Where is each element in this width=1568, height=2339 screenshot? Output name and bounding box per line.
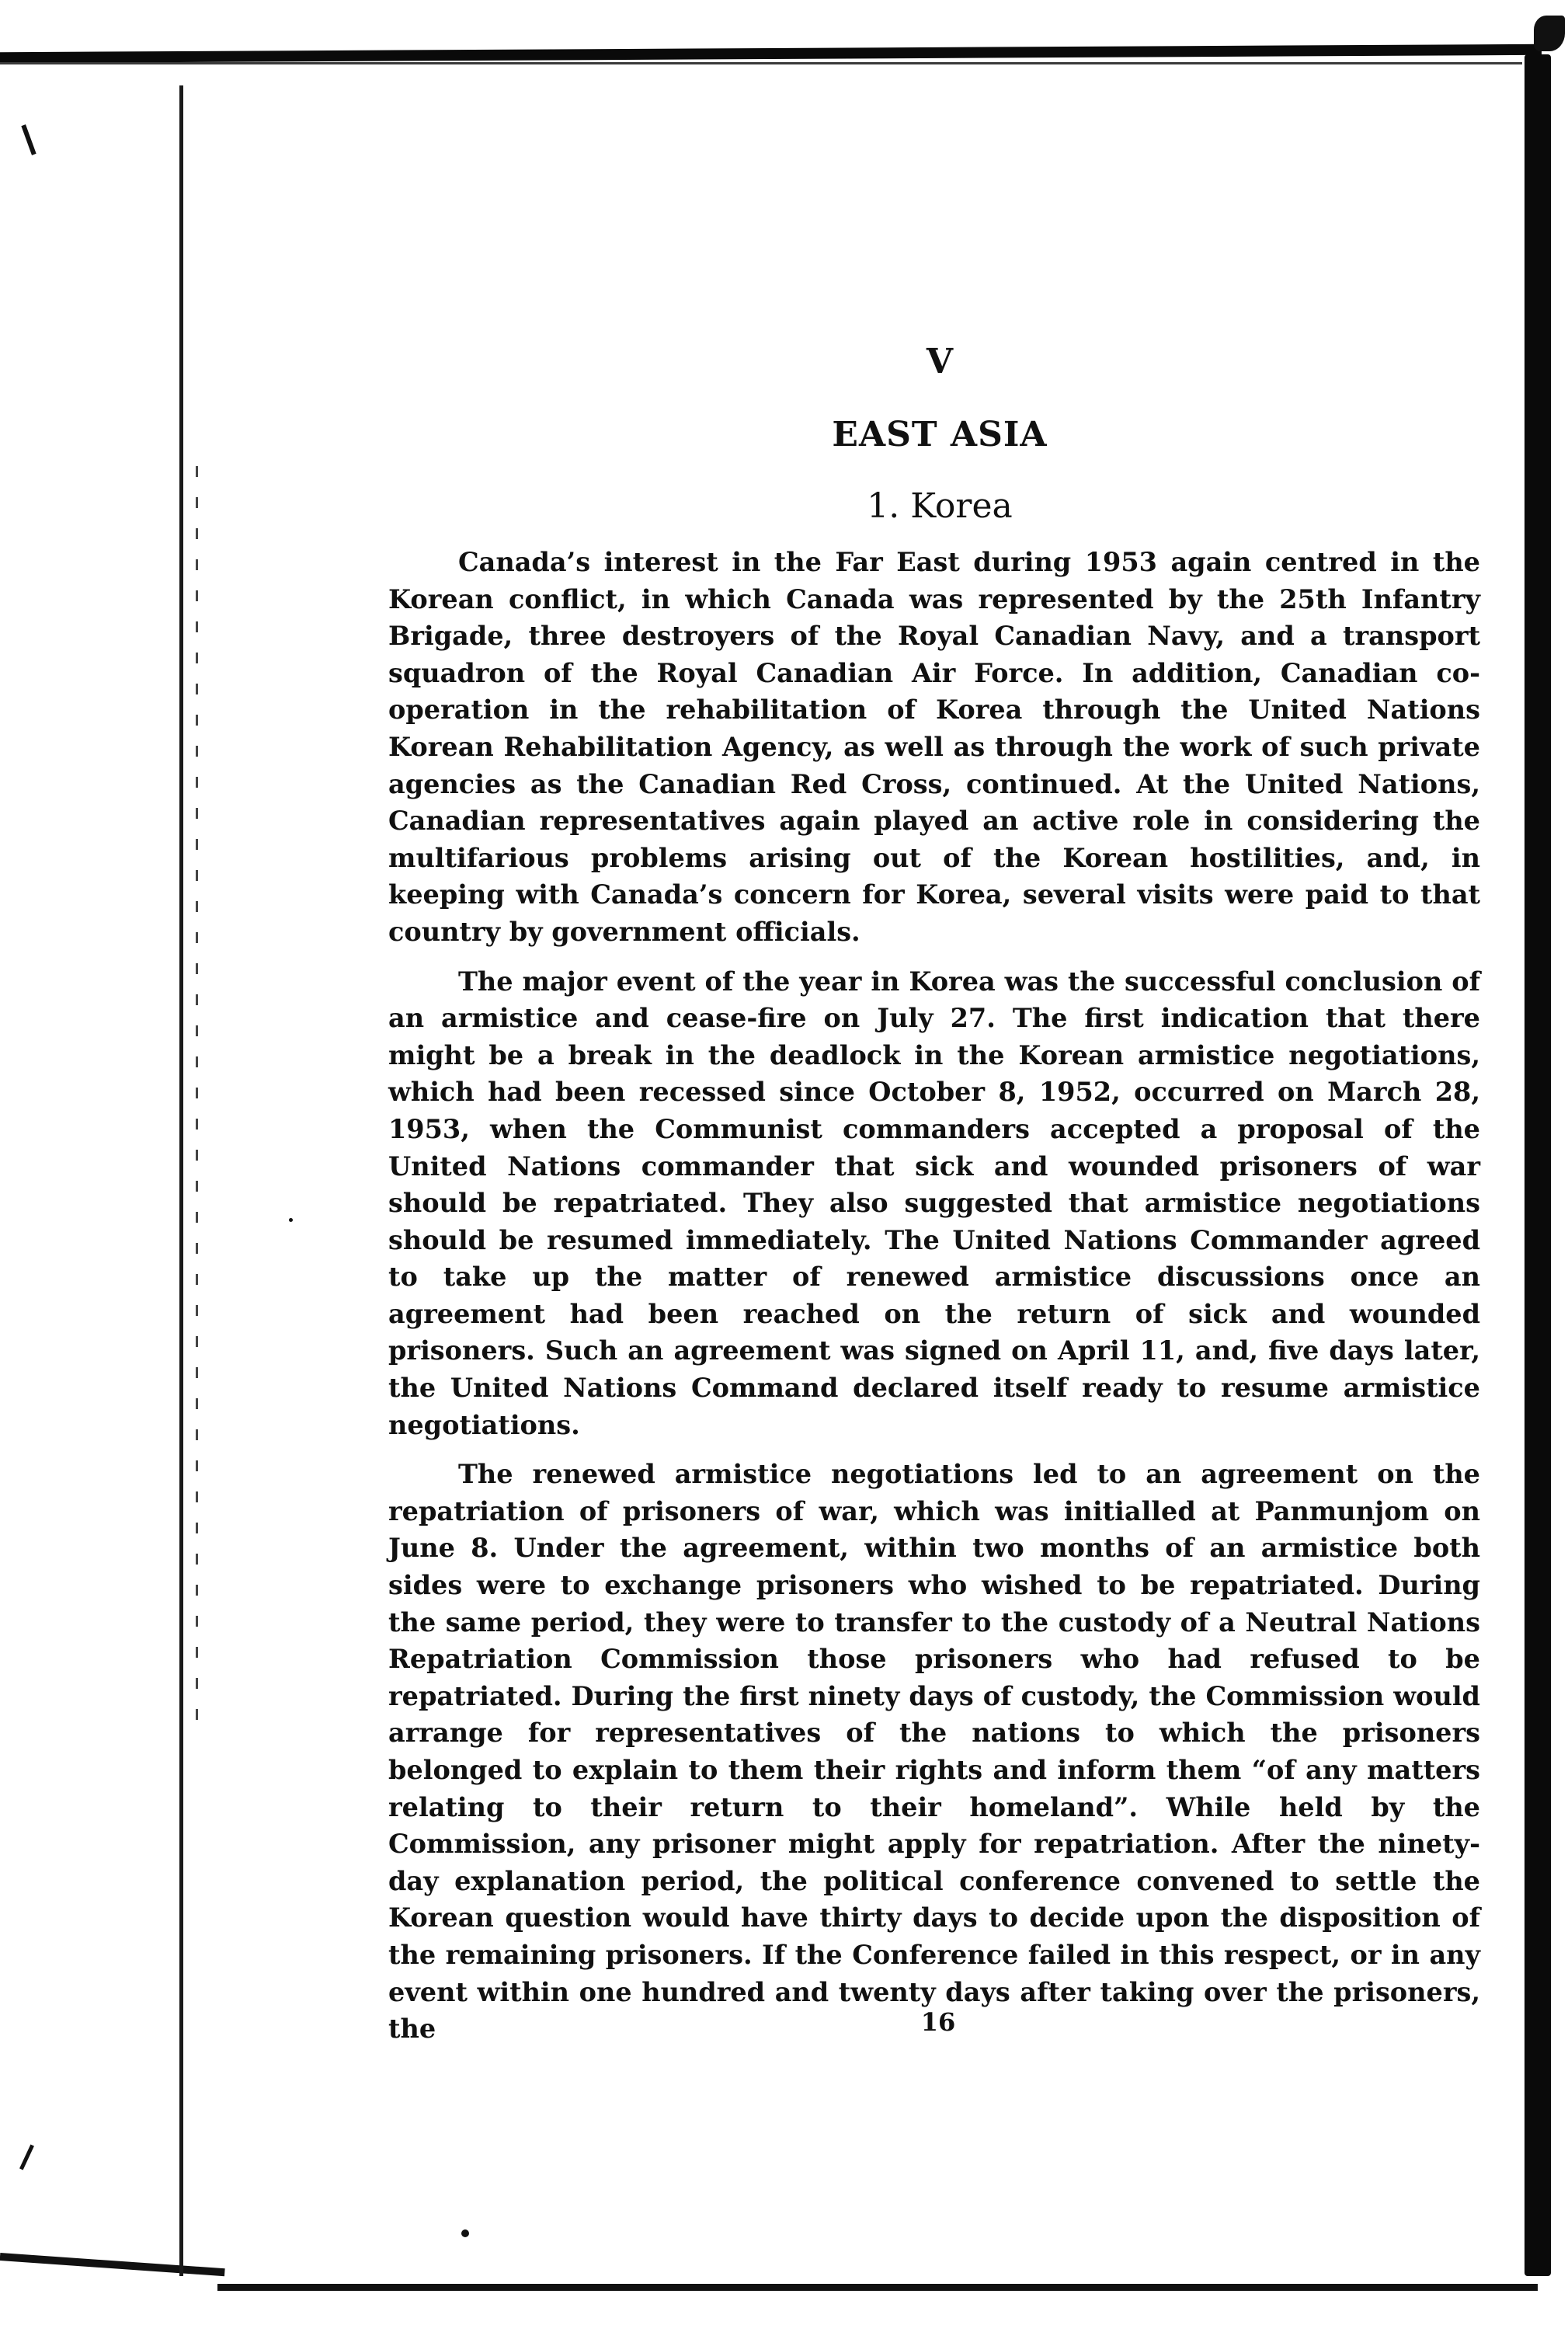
- scan-speck: [461, 2229, 469, 2237]
- scan-speck: [1534, 16, 1565, 51]
- scan-speck: [19, 2145, 34, 2170]
- scan-binding-dashes: [196, 466, 198, 1725]
- scan-border-bottom-left: [0, 2253, 225, 2276]
- scan-speck: [21, 124, 36, 155]
- chapter-number: V: [926, 342, 954, 381]
- paragraph: Canada’s interest in the Far East during 1953 again centred in the Korean conflict, in which Canada was represented by the 25th Infantry Brigade, three destroyers of the Royal Canadian Navy, and a transport squadron of the Royal Canadian Air Force. In addition, Canadian co-operation in the rehabilitation of Korea through the United Nations Korean Rehabilitation Agency, as well as through the work of such private agencies as the Canadian Red Cross, continued. At the United Nations, Canadian representatives again played an active role in considering the multifarious problems arising out of the Korean hostilities, and, in keeping with Canada’s concern for Korea, several visits were paid to that country by government officials.: [388, 547, 1480, 947]
- scan-border-top-thin: [0, 62, 1522, 64]
- body-text: [388, 544, 1480, 2060]
- chapter-title: EAST ASIA: [832, 415, 1048, 454]
- scan-binding-line: [179, 85, 183, 2276]
- paragraph: The major event of the year in Korea was the successful conclusion of an armistice and cease-fire on July 27. The first indication that there might be a break in the deadlock in the Korean armistice negotiations, which had been recessed since October 8, 1952, occurred on March 28, 1953, when the Communist commanders accepted a proposal of the United Nations commander that sick and wounded prisoners of war should be repatriated. They also suggested that armistice negotiations should be resumed immediately. The United Nations Commander agreed to take up the matter of renewed armistice discussions once an agreement had been reached on the return of sick and wounded prisoners. Such an agreement was signed on April 11, and, five days later, the United Nations Command declared itself ready to resume armistice negotiations.: [388, 966, 1480, 1440]
- page-number: 16: [920, 2007, 956, 2037]
- section-title: 1. Korea: [867, 486, 1013, 526]
- paragraph: The renewed armistice negotiations led to an agreement on the repatriation of prisoners of war, which was initialled at Panmunjom on June 8. Under the agreement, within two months of an armistice both sides were to exchange prisoners who wished to be repatriated. During the same period, they were to transfer to the custody of a Neutral Nations Repatriation Commission those prisoners who had refused to be repatriated. During the first ninety days of custody, the Commission would arrange for representatives of the nations to which the prisoners belonged to explain to them their rights and inform them “of any matters relating to their return to their homeland”. While held by the Commission, any prisoner might apply for repatriation. After the ninety-day explanation period, the political conference convened to settle the Korean question would have thirty days to decide upon the disposition of the remaining prisoners. If the Conference failed in this respect, or in any event within one hundred and twenty days after taking over the prisoners, the: [388, 1459, 1480, 2045]
- scan-speck: [289, 1218, 293, 1222]
- scan-border-bottom: [217, 2284, 1538, 2291]
- scan-border-right: [1525, 54, 1551, 2276]
- scan-border-top: [0, 44, 1542, 63]
